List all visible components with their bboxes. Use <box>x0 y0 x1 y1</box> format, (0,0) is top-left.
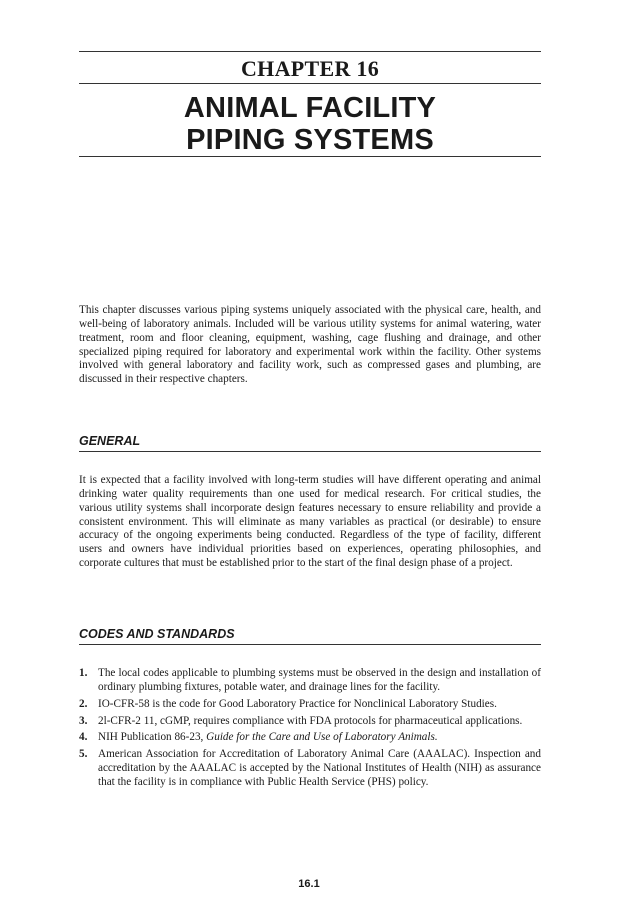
section-heading-general: GENERAL <box>79 434 541 452</box>
list-item-text: American Association for Accreditation of Laboratory Animal Care (AAALAC). Inspection and accreditation by the AAALAC is accepted by the National Institutes of Health (NIH) as assurance that the facility is in compliance with Public Health Service (PHS) policy. <box>98 748 541 788</box>
chapter-title <box>79 92 541 156</box>
list-item-text: The local codes applicable to plumbing systems must be observed in the design and installation of ordinary plumbing fixtures, potable water, and drainage lines for the facility. <box>98 667 541 693</box>
title-line-2: PIPING SYSTEMS <box>186 124 434 156</box>
title-line-1: ANIMAL FACILITY <box>183 92 437 124</box>
list-item-number: 5. <box>79 748 88 761</box>
list-item-number: 2. <box>79 697 88 710</box>
list-item <box>79 748 541 790</box>
page-number: 16.1 <box>298 878 320 890</box>
chapter-label: CHAPTER 16 <box>240 56 380 81</box>
list-item-text: IO-CFR-58 is the code for Good Laboratory Practice for Nonclinical Laboratory Studies. <box>98 697 497 710</box>
list-item-number: 4. <box>79 731 88 744</box>
intro-paragraph: This chapter discusses various piping systems uniquely associated with the physical care, health, and well-being of laboratory animals. Included will be various utility systems for animal watering, water treatment, room and floor cleaning, equipment, washing, cage flushing and drainage, and other specialized piping required for laboratory and experimental work within the facility. Other systems involved with general laboratory and facility work, such as compressed gases and plumbing, are discussed in their respective chapters. <box>79 304 541 386</box>
list-item-text: NIH Publication 86-23, <box>98 731 207 744</box>
publication-title: Guide for the Care and Use of Laboratory Animals. <box>206 731 438 744</box>
top-rule <box>79 51 541 52</box>
list-item <box>79 731 541 745</box>
chapter-rule <box>79 83 541 84</box>
codes-list <box>79 667 541 793</box>
list-item-number: 1. <box>79 667 88 679</box>
list-item <box>79 667 541 695</box>
list-item <box>79 715 541 729</box>
list-item-text: 2l-CFR-2 11, cGMP, requires compliance with FDA protocols for pharmaceutical applications. <box>98 714 523 727</box>
title-rule <box>79 156 541 157</box>
list-item-number: 3. <box>79 714 88 727</box>
section-heading-codes: CODES AND STANDARDS <box>79 627 541 645</box>
general-paragraph: It is expected that a facility involved with long-term studies will have different operating and animal drinking water quality requirements than one used for medical research. For critical studies, the various utility systems shall incorporate design features necessary to ensure reliability and provide a consistent environment. This will eliminate as many variables as practical (or desirable) to ensure accuracy of the ongoing experiments being conducted. Regardless of the type of facility, different users and owners have individual priorities based on experiences, operating philosophies, and corporate cultures that must be established prior to the start of the final design phase of a project. <box>79 474 541 570</box>
list-item <box>79 698 541 712</box>
